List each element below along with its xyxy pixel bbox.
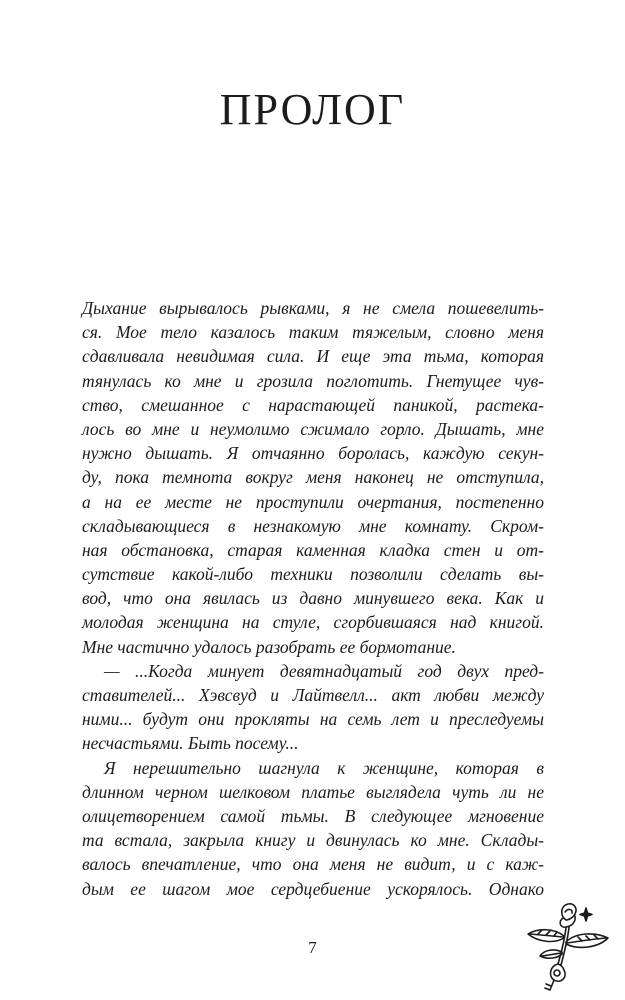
text-line: ставителей... Хэвсвуд и Лайтвелл... акт любви между <box>82 685 544 705</box>
text-line: ними... будут они прокляты на семь лет и преследуемы <box>82 709 544 730</box>
text-line: — ...Когда минует девятнадцатый год двух пред- <box>104 660 544 681</box>
text-line: Я нерешительно шагнула к женщине, которая в <box>104 757 544 778</box>
text-line: валось впечатление, что она меня не видит, и с каж- <box>82 854 544 875</box>
text-line: тянулась ко мне и грозила поглотить. Гнетущее чув- <box>82 370 544 391</box>
text-line: длинном черном шелковом платье выглядела чуть ли не <box>82 781 544 802</box>
text-line: сдавливала невидимая сила. И еще эта тьма, которая <box>82 346 544 367</box>
text-line: ся. Мое тело казалось таким тяжелым, словно меня <box>82 322 544 343</box>
body-text <box>82 296 544 901</box>
text-line: ду, пока темнота вокруг меня наконец не отступила, <box>82 467 544 488</box>
text-line: а на ее месте не проступили очертания, постепенно <box>82 491 544 512</box>
text-line: олицетворением самой тьмы. В следующее мгновение <box>82 805 544 826</box>
text-line: молодая женщина на стуле, сгорбившаяся над книгой. <box>82 612 544 633</box>
text-line: сутствие какой-либо техники позволили сделать вы- <box>82 564 544 585</box>
text-line: несчастьями. Быть посему... <box>82 733 299 754</box>
text-line: Дыхание вырывалось рывками, я не смела пошевелить- <box>82 298 544 318</box>
flower-key-icon <box>520 898 620 998</box>
text-line: Мне частично удалось разобрать ее бормотание. <box>82 636 456 657</box>
text-line: лось во мне и неумолимо сжимало горло. Дышать, мне <box>82 418 544 439</box>
text-line: дым ее шагом мое сердцебиение ускорялось. Однако <box>82 878 544 899</box>
text-line: вод, что она явилась из давно минувшего века. Как и <box>82 588 544 609</box>
text-line: ная обстановка, старая каменная кладка стен и от- <box>82 539 544 560</box>
text-line: ство, смешанное с нарастающей паникой, растека- <box>82 394 544 415</box>
text-line: складывающиеся в незнакомую мне комнату. Скром- <box>82 515 544 536</box>
text-line: та встала, закрыла книгу и двинулась ко мне. Склады- <box>82 830 544 851</box>
text-line: нужно дышать. Я отчаянно боролась, каждую секун- <box>82 443 544 464</box>
chapter-title: ПРОЛОГ <box>219 85 406 134</box>
page-number: 7 <box>308 938 317 957</box>
